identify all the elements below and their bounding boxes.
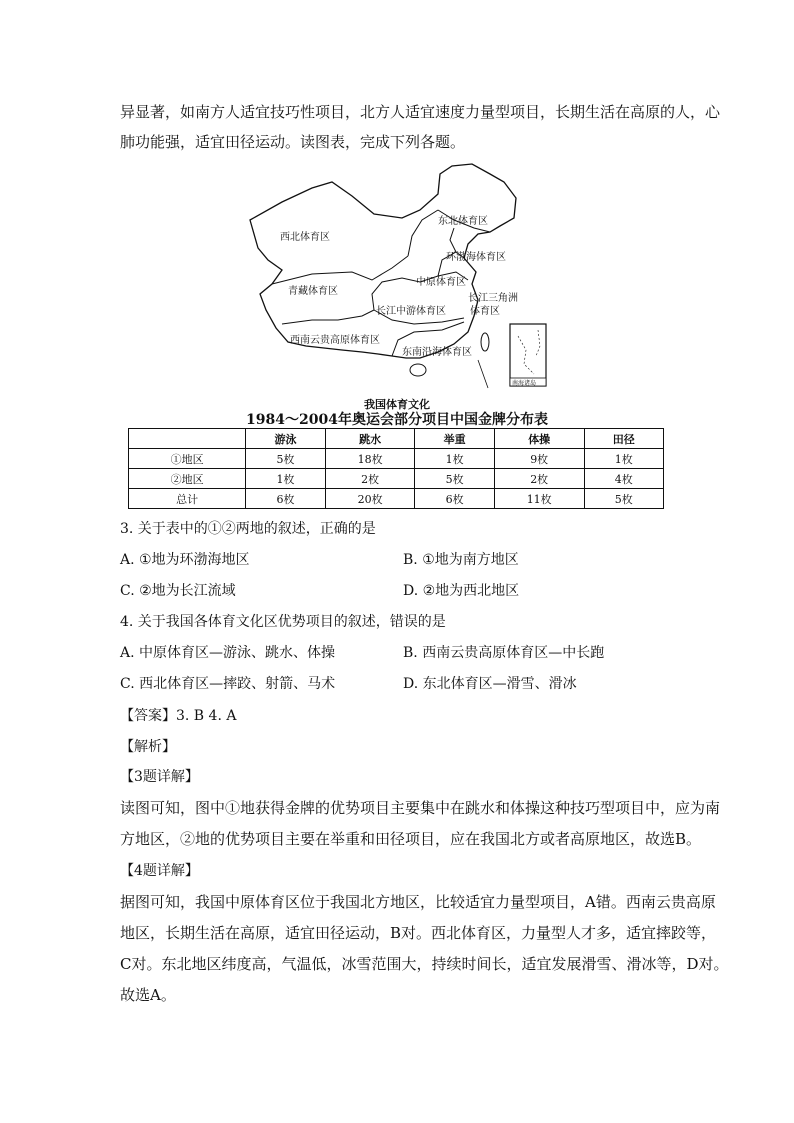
table-cell: 2枚 [494, 469, 584, 489]
label-yangtze-delta: 长江三角洲 [468, 293, 518, 304]
table-cell: 总计 [129, 489, 246, 509]
q3-detail-line-1: 读图可知，图中①地获得金牌的优势项目主要集中在跳水和体操这种技巧型项目中，应为南 [120, 799, 721, 817]
q4-detail-line-4: 故选A。 [120, 986, 176, 1004]
q3-option-b: B. ①地为南方地区 [403, 552, 519, 568]
q3-option-c: C. ②地为长江流域 [120, 583, 236, 599]
q4-option-a: A. 中原体育区—游泳、跳水、体操 [120, 645, 336, 661]
label-southwest: 西南云贵高原体育区 [290, 335, 380, 346]
q4-detail-heading: 【4题详解】 [120, 863, 199, 879]
table-cell: 1枚 [246, 469, 325, 489]
label-qingzang: 青藏体育区 [288, 286, 338, 297]
q3-stem: 3. 关于表中的①②两地的叙述，正确的是 [120, 521, 376, 537]
q3-option-a: A. ①地为环渤海地区 [120, 552, 250, 568]
table-cell: 6枚 [415, 489, 494, 509]
inset-label: 南海诸岛 [512, 380, 537, 387]
table-row [129, 469, 664, 489]
table-cell: 18枚 [325, 449, 415, 469]
medal-table [128, 428, 664, 509]
table-cell: 20枚 [325, 489, 415, 509]
header-cell: 田径 [584, 429, 663, 449]
header-cell: 举重 [415, 429, 494, 449]
table-cell: 9枚 [494, 449, 584, 469]
table-cell: ①地区 [129, 449, 246, 469]
table-header-row [129, 429, 664, 449]
q4-option-d: D. 东北体育区—滑雪、滑冰 [403, 676, 577, 692]
q4-option-b: B. 西南云贵高原体育区—中长跑 [403, 645, 605, 661]
header-cell [129, 429, 246, 449]
q4-detail-line-1: 据图可知，我国中原体育区位于我国北方地区，比较适宜力量型项目，A错。西南云贵高原 [120, 893, 716, 911]
label-southeast: 东南沿海体育区 [402, 347, 472, 358]
table-cell: 4枚 [584, 469, 663, 489]
map-caption: 我国体育文化 [364, 398, 430, 411]
table-cell: 11枚 [494, 489, 584, 509]
boundary-tibet-southwest [282, 310, 374, 324]
boundary-central-north [408, 210, 438, 256]
table-row [129, 449, 664, 469]
q4-option-c: C. 西北体育区—摔跤、射箭、马术 [120, 676, 336, 692]
label-yangtze-mid: 长江中游体育区 [376, 306, 446, 317]
south-china-sea-inset [510, 324, 546, 386]
header-cell: 游泳 [246, 429, 325, 449]
header-cell: 跳水 [325, 429, 415, 449]
table-cell: 5枚 [246, 449, 325, 469]
analysis-heading: 【解析】 [120, 739, 176, 755]
table-cell: 1枚 [584, 449, 663, 469]
label-northwest: 西北体育区 [280, 232, 330, 243]
answer-line: 【答案】3. B 4. A [120, 708, 237, 724]
q3-detail-line-2: 方地区，②地的优势项目主要在举重和田径项目，应在我国北方或者高原地区，故选B。 [120, 830, 702, 848]
label-zhongyuan: 中原体育区 [416, 277, 466, 288]
taiwan-island [481, 333, 489, 351]
intro-line-1: 异显著，如南方人适宜技巧性项目，北方人适宜速度力量型项目，长期生活在高原的人，心 [120, 103, 721, 121]
boundary-bohai [450, 228, 456, 252]
table-cell: ②地区 [129, 469, 246, 489]
table-cell: 1枚 [415, 449, 494, 469]
q4-stem: 4. 关于我国各体育文化区优势项目的叙述，错误的是 [120, 614, 446, 630]
hainan-island [410, 364, 426, 376]
q4-detail-line-3: C对。东北地区纬度高，气温低，冰雪范围大，持续时间长，适宜发展滑雪、滑冰等，D对。 [120, 955, 729, 973]
china-sports-region-map [242, 160, 562, 400]
table-cell: 2枚 [325, 469, 415, 489]
intro-line-2: 肺功能强，适宜田径运动。读图表，完成下列各题。 [120, 133, 466, 151]
table-cell: 5枚 [415, 469, 494, 489]
table-row [129, 489, 664, 509]
table-cell: 5枚 [584, 489, 663, 509]
label-yangtze-delta-2: 体育区 [470, 306, 500, 317]
table-cell: 6枚 [246, 489, 325, 509]
q3-detail-heading: 【3题详解】 [120, 769, 199, 785]
label-northeast: 东北体育区 [438, 216, 488, 227]
header-cell: 体操 [494, 429, 584, 449]
label-bohai: 环渤海体育区 [446, 252, 506, 263]
q3-option-d: D. ②地为西北地区 [403, 583, 520, 599]
table-title: 1984～2004年奥运会部分项目中国金牌分布表 [246, 412, 548, 428]
boundary-northwest [272, 256, 408, 284]
q4-detail-line-2: 地区，长期生活在高原，适宜田径运动，B对。西北体育区，力量型人才多，适宜摔跤等， [120, 924, 717, 942]
